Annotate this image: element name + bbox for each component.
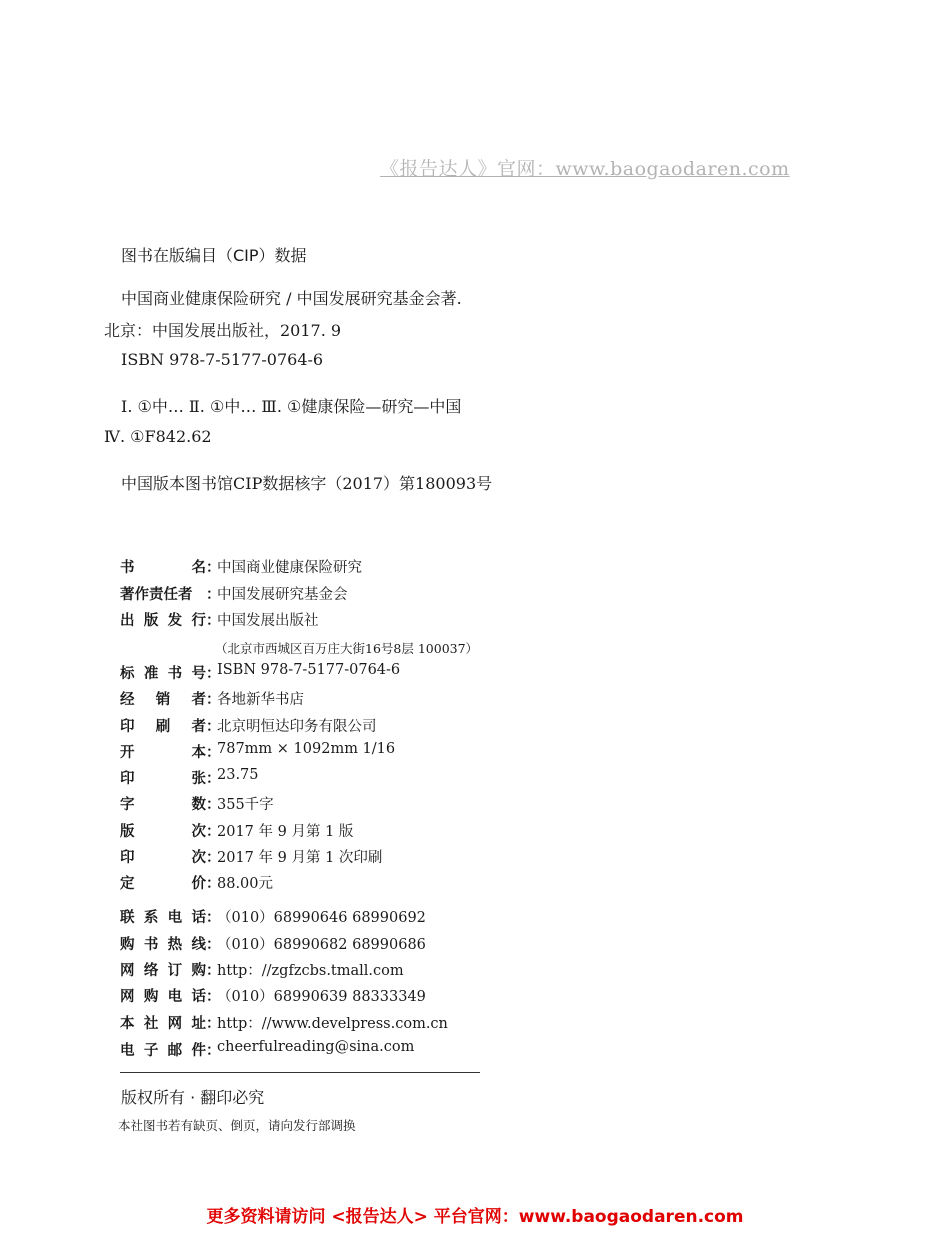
info-label: 印 刷 者: [120, 719, 206, 735]
info-label: 经 销 者: [120, 692, 206, 708]
info-value: （010）68990646 68990692: [217, 910, 426, 926]
info-value: 中国商业健康保险研究: [217, 560, 362, 576]
info-label: 电 子 邮 件: [120, 1043, 206, 1059]
info-colon: ：: [206, 876, 221, 892]
info-value: 787mm × 1092mm 1/16: [217, 741, 396, 757]
info-colon: ：: [206, 560, 221, 576]
info-colon: ：: [206, 850, 221, 866]
info-value: 2017 年 9 月第 1 次印刷: [217, 850, 383, 866]
rights-title: 版权所有 · 翻印必究: [121, 1088, 265, 1107]
info-value: http：//zgfzcbs.tmall.com: [217, 963, 404, 979]
info-value: （010）68990639 88333349: [217, 989, 426, 1005]
cip-isbn-line: ISBN 978-7-5177-0764-6: [121, 350, 324, 369]
watermark-top: 《报告达人》官网：www.baogaodaren.com: [380, 158, 790, 180]
info-value: （010）68990682 68990686: [217, 937, 426, 953]
info-label: 标 准 书 号: [120, 666, 206, 682]
info-value: 88.00元: [217, 876, 274, 892]
info-label: 开 本: [120, 745, 206, 761]
bottom-banner: 更多资料请访问 <报告达人> 平台官网：www.baogaodaren.com: [206, 1207, 744, 1227]
info-value: 中国发展研究基金会: [217, 587, 348, 603]
info-value: ISBN 978-7-5177-0764-6: [217, 662, 401, 678]
info-value: 23.75: [217, 767, 259, 783]
info-colon: ：: [206, 719, 221, 735]
info-label: 联 系 电 话: [120, 910, 206, 926]
info-colon: ：: [206, 692, 221, 708]
info-label: 购 书 热 线: [120, 937, 206, 953]
info-label: 字 数: [120, 797, 206, 813]
info-value: 中国发展出版社: [217, 613, 319, 629]
cip-classification-line-1: Ⅰ. ①中… Ⅱ. ①中… Ⅲ. ①健康保险—研究—中国: [121, 397, 462, 416]
info-value: 2017 年 9 月第 1 版: [217, 824, 354, 840]
cip-classification-line-2: Ⅳ. ①F842.62: [104, 427, 212, 446]
info-value: cheerfulreading@sina.com: [217, 1039, 415, 1055]
cip-title-line: 中国商业健康保险研究 / 中国发展研究基金会著.: [121, 289, 462, 308]
info-colon: ：: [206, 1016, 221, 1032]
info-value: 各地新华书店: [217, 692, 304, 708]
info-colon: ：: [206, 771, 221, 787]
info-label: 网 购 电 话: [120, 989, 206, 1005]
info-label: 印 次: [120, 850, 206, 866]
publisher-address: （北京市西城区百万庄大街16号8层 100037）: [215, 641, 479, 656]
cip-library-line: 中国版本图书馆CIP数据核字（2017）第180093号: [121, 474, 493, 493]
info-colon: ：: [206, 587, 221, 603]
info-label: 本 社 网 址: [120, 1016, 206, 1032]
info-value: 北京明恒达印务有限公司: [217, 719, 377, 735]
info-colon: ：: [206, 1043, 221, 1059]
info-colon: ：: [206, 937, 221, 953]
cip-heading: 图书在版编目（CIP）数据: [121, 246, 307, 265]
info-label: 定 价: [120, 876, 206, 892]
info-colon: ：: [206, 613, 221, 629]
info-colon: ：: [206, 824, 221, 840]
cip-publisher-line: 北京：中国发展出版社，2017. 9: [104, 321, 342, 340]
info-colon: ：: [206, 745, 221, 761]
info-label: 印 张: [120, 771, 206, 787]
info-label: 著 作 责 任 者: [120, 587, 193, 603]
info-value: 355千字: [217, 797, 274, 813]
info-colon: ：: [206, 797, 221, 813]
info-label: 出 版 发 行: [120, 613, 206, 629]
info-label: 书 名: [120, 560, 206, 576]
info-label: 网 络 订 购: [120, 963, 206, 979]
rights-note: 本社图书若有缺页、倒页，请向发行部调换: [118, 1118, 356, 1133]
info-colon: ：: [206, 963, 221, 979]
divider: [120, 1072, 480, 1073]
info-colon: ：: [206, 989, 221, 1005]
info-colon: ：: [206, 666, 221, 682]
info-label: 版 次: [120, 824, 206, 840]
info-value: http：//www.develpress.com.cn: [217, 1016, 448, 1032]
info-colon: ：: [206, 910, 221, 926]
